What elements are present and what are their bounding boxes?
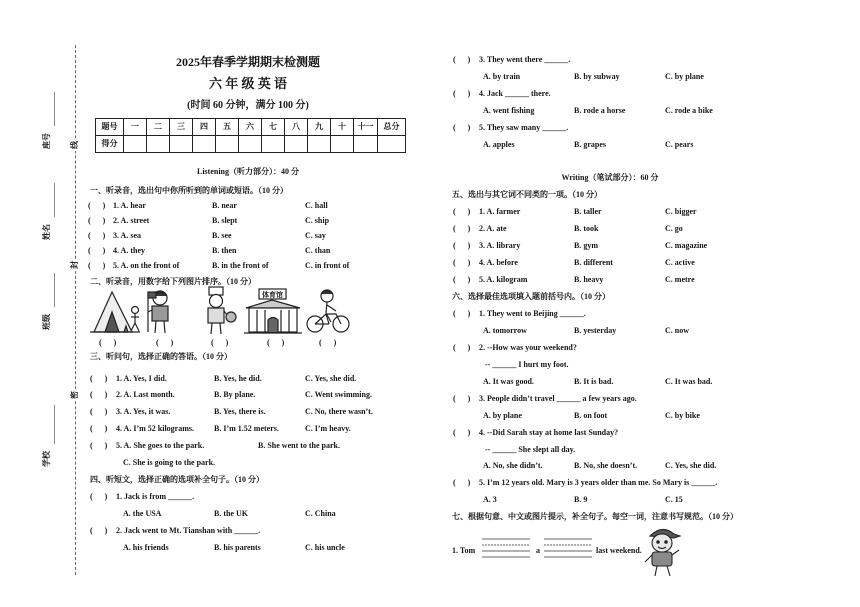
p6-q5-option-c: C. 15 bbox=[665, 495, 683, 504]
picture-answer-bracket: ( ) bbox=[99, 338, 117, 347]
picture-answer-bracket: ( ) bbox=[319, 338, 337, 347]
p6-q5-option-a: A. 3 bbox=[483, 495, 497, 504]
part2-pictures bbox=[88, 286, 356, 338]
p7-q1-start: 1. Tom bbox=[452, 546, 476, 555]
exam-subject: 六 年 级 英 语 bbox=[208, 76, 287, 91]
answer-bracket: ( ) bbox=[88, 261, 106, 270]
listening-heading: Listening（听力部分）：40 分 bbox=[196, 167, 299, 176]
name-label: 姓名 bbox=[42, 224, 51, 240]
gym-sign-text: 体育馆 bbox=[262, 291, 283, 299]
p5-q5-option-a: 5. A. kilogram bbox=[479, 275, 528, 284]
p7-q1-end: last weekend. bbox=[596, 546, 642, 555]
p4-q4-question: 4. Jack ______ there. bbox=[479, 89, 551, 98]
p6-q1-option-a: A. tomorrow bbox=[483, 326, 527, 335]
p3-q2-option-a: 2. A. Last month. bbox=[116, 390, 175, 399]
p5-q3-option-a: 3. A. library bbox=[479, 241, 521, 250]
p3-q1-option-a: 1. A. Yes, I did. bbox=[116, 374, 167, 383]
p6-q1-option-c: C. now bbox=[665, 326, 690, 335]
picture-answer-bracket: ( ) bbox=[211, 338, 229, 347]
p4-q5-option-b: B. grapes bbox=[574, 140, 606, 149]
p5-q4-option-b: B. different bbox=[574, 258, 613, 267]
answer-bracket: ( ) bbox=[453, 224, 471, 233]
score-cell bbox=[170, 136, 193, 153]
p3-q3-option-c: C. No, there wasn’t. bbox=[305, 407, 373, 416]
answer-bracket: ( ) bbox=[88, 246, 106, 255]
p4-q4-option-b: B. rode a horse bbox=[574, 106, 626, 115]
score-header-cell: 四 bbox=[193, 119, 216, 136]
answer-bracket: ( ) bbox=[90, 374, 108, 383]
p5-q2-option-b: B. took bbox=[574, 224, 599, 233]
p4-q4-option-c: C. rode a bike bbox=[665, 106, 713, 115]
score-row-label: 得分 bbox=[96, 136, 124, 153]
score-cell bbox=[239, 136, 262, 153]
p4-q5-question: 5. They saw many ______. bbox=[479, 123, 569, 132]
boy-riding-bike-picture bbox=[307, 290, 349, 332]
p1-q5-option-b: B. in the front of bbox=[212, 261, 269, 270]
p1-q1-option-a: 1. A. hear bbox=[113, 201, 146, 210]
answer-bracket: ( ) bbox=[90, 492, 108, 501]
score-header-cell: 题号 bbox=[96, 119, 124, 136]
p5-q3-option-c: C. magazine bbox=[665, 241, 708, 250]
p1-q4-option-a: 4. A. they bbox=[113, 246, 145, 255]
answer-bracket: ( ) bbox=[453, 275, 471, 284]
p6-q3-option-b: B. on foot bbox=[574, 411, 608, 420]
answer-bracket: ( ) bbox=[90, 424, 108, 433]
score-cell bbox=[193, 136, 216, 153]
score-table-score-row bbox=[96, 136, 406, 153]
part2-instruction: 二、听录音，用数字给下列图片排序。（10 分） bbox=[90, 277, 256, 286]
p1-q5-option-a: 5. A. on the front of bbox=[113, 261, 180, 270]
answer-bracket: ( ) bbox=[90, 390, 108, 399]
part7-instruction: 七、根据句意、中文或图片提示，补全句子。每空一词，注意书写规范。（10 分） bbox=[452, 512, 738, 521]
answer-bracket: ( ) bbox=[453, 309, 471, 318]
score-header-cell: 总分 bbox=[378, 119, 406, 136]
gym-building-picture bbox=[244, 289, 302, 333]
p5-q5-option-b: B. heavy bbox=[574, 275, 604, 284]
writing-heading: Writing（笔试部分）：60 分 bbox=[561, 173, 659, 182]
p4-q3-question: 3. They went there ______. bbox=[479, 55, 571, 64]
p6-q2-option-a: A. It was good. bbox=[483, 377, 534, 386]
p6-q2-option-c: C. It was bad. bbox=[665, 377, 713, 386]
score-cell bbox=[216, 136, 239, 153]
score-cell bbox=[285, 136, 308, 153]
p1-q4-option-c: C. than bbox=[305, 246, 331, 255]
p4-q5-option-c: C. pears bbox=[665, 140, 694, 149]
p4-q2-question: 2. Jack went to Mt. Tianshan with ______. bbox=[116, 526, 261, 535]
p1-q4-option-b: B. then bbox=[212, 246, 237, 255]
seal-char-seal: 封 bbox=[70, 261, 79, 269]
score-table-header-row bbox=[96, 119, 406, 136]
p3-q4-option-c: C. I’m heavy. bbox=[305, 424, 351, 433]
score-header-cell: 七 bbox=[262, 119, 285, 136]
part6-instruction: 六、选择最佳选项填入题前括号内。（10 分） bbox=[452, 292, 610, 301]
p5-q1-option-c: C. bigger bbox=[665, 207, 697, 216]
answer-bracket: ( ) bbox=[453, 123, 471, 132]
score-header-cell: 五 bbox=[216, 119, 239, 136]
boy-picture bbox=[640, 524, 686, 578]
answer-bracket: ( ) bbox=[90, 441, 108, 450]
answer-bracket: ( ) bbox=[453, 478, 471, 487]
answer-bracket: ( ) bbox=[453, 207, 471, 216]
p5-q2-option-c: C. go bbox=[665, 224, 683, 233]
score-cell bbox=[308, 136, 331, 153]
score-header-cell: 六 bbox=[239, 119, 262, 136]
p3-q5-option-a: 5. A. She goes to the park. bbox=[116, 441, 205, 450]
picture-answer-bracket: ( ) bbox=[267, 338, 285, 347]
class-write-line bbox=[54, 273, 55, 307]
boy-standing-picture bbox=[148, 291, 168, 333]
answer-bracket: ( ) bbox=[90, 407, 108, 416]
p4-q1-question: 1. Jack is from ______. bbox=[116, 492, 195, 501]
seal-char-line: 线 bbox=[70, 141, 79, 149]
score-header-cell: 一 bbox=[124, 119, 147, 136]
part3-instruction: 三、听问句，选择正确的答语。（10 分） bbox=[90, 352, 232, 361]
school-label: 学校 bbox=[42, 451, 51, 467]
score-header-cell: 十 bbox=[331, 119, 354, 136]
p7-writing-lines-1 bbox=[482, 537, 532, 561]
p1-q1-option-b: B. near bbox=[212, 201, 237, 210]
p7-writing-lines-2 bbox=[544, 537, 594, 561]
answer-bracket: ( ) bbox=[88, 201, 106, 210]
p6-q3-question: 3. People didn’t travel ______ a few years ago. bbox=[479, 394, 637, 403]
p6-q2-option-b: B. It is bad. bbox=[574, 377, 614, 386]
p6-q4-option-a: A. No, she didn’t. bbox=[483, 461, 543, 470]
p1-q5-option-c: C. in front of bbox=[305, 261, 350, 270]
p1-q2-option-b: B. slept bbox=[212, 216, 238, 225]
p5-q1-option-b: B. taller bbox=[574, 207, 602, 216]
score-cell bbox=[354, 136, 378, 153]
seat-number-label: 座号 bbox=[42, 133, 51, 149]
score-header-cell: 八 bbox=[285, 119, 308, 136]
p3-q2-option-b: B. By plane. bbox=[214, 390, 256, 399]
p1-q2-option-a: 2. A. street bbox=[113, 216, 150, 225]
p6-q4-option-c: C. Yes, she did. bbox=[665, 461, 717, 470]
score-header-cell: 三 bbox=[170, 119, 193, 136]
p6-q3-option-c: C. by bike bbox=[665, 411, 700, 420]
p3-q1-option-b: B. Yes, he did. bbox=[214, 374, 262, 383]
score-table bbox=[95, 118, 406, 153]
p4-q1-option-c: C. China bbox=[305, 509, 336, 518]
p5-q4-option-c: C. active bbox=[665, 258, 695, 267]
p1-q2-option-c: C. ship bbox=[305, 216, 330, 225]
school-write-line bbox=[54, 405, 55, 444]
score-cell bbox=[378, 136, 406, 153]
part1-instruction: 一、听录音，选出句中你所听到的单词或短语。（10 分） bbox=[90, 186, 288, 195]
p5-q4-option-a: 4. A. before bbox=[479, 258, 518, 267]
p4-q1-option-a: A. the USA bbox=[123, 509, 162, 518]
part5-instruction: 五、选出与其它词不同类的一项。（10 分） bbox=[452, 190, 602, 199]
p3-q3-option-a: 3. A. Yes, it was. bbox=[116, 407, 171, 416]
part4-instruction: 四、听短文，选择正确的选项补全句子。（10 分） bbox=[90, 475, 264, 484]
p4-q3-option-b: B. by subway bbox=[574, 72, 620, 81]
p6-q1-question: 1. They went to Beijing ______. bbox=[479, 309, 586, 318]
p6-q1-option-b: B. yesterday bbox=[574, 326, 617, 335]
score-header-cell: 二 bbox=[147, 119, 170, 136]
p6-q4-question: 4. --Did Sarah stay at home last Sunday? bbox=[479, 428, 619, 437]
score-cell bbox=[124, 136, 147, 153]
answer-bracket: ( ) bbox=[453, 428, 471, 437]
p1-q3-option-c: C. say bbox=[305, 231, 326, 240]
p3-q2-option-c: C. Went swimming. bbox=[305, 390, 372, 399]
score-cell bbox=[331, 136, 354, 153]
p3-q3-option-b: B. Yes, there is. bbox=[214, 407, 266, 416]
answer-bracket: ( ) bbox=[453, 89, 471, 98]
answer-bracket: ( ) bbox=[90, 526, 108, 535]
p3-q4-option-a: 4. A. I’m 52 kilograms. bbox=[116, 424, 194, 433]
p6-q4-reply: -- ______ She slept all day. bbox=[485, 445, 576, 454]
p6-q4-option-b: B. No, she doesn’t. bbox=[574, 461, 638, 470]
p3-q4-option-b: B. I’m 1.52 meters. bbox=[214, 424, 279, 433]
p5-q2-option-a: 2. A. ate bbox=[479, 224, 507, 233]
score-cell bbox=[262, 136, 285, 153]
answer-bracket: ( ) bbox=[453, 241, 471, 250]
p4-q3-option-c: C. by plane bbox=[665, 72, 704, 81]
p4-q1-option-b: B. the UK bbox=[214, 509, 248, 518]
seal-char-secret: 密 bbox=[70, 391, 79, 399]
camping-tent-picture bbox=[90, 292, 140, 332]
p6-q5-option-b: B. 9 bbox=[574, 495, 588, 504]
score-header-cell: 九 bbox=[308, 119, 331, 136]
p5-q3-option-b: B. gym bbox=[574, 241, 598, 250]
p5-q1-option-a: 1. A. farmer bbox=[479, 207, 521, 216]
p6-q2-question: 2. --How was your weekend? bbox=[479, 343, 577, 352]
p4-q3-option-a: A. by train bbox=[483, 72, 521, 81]
seat-write-line bbox=[54, 92, 55, 126]
answer-bracket: ( ) bbox=[88, 216, 106, 225]
answer-bracket: ( ) bbox=[453, 394, 471, 403]
p1-q3-option-a: 3. A. sea bbox=[113, 231, 141, 240]
picture-answer-bracket: ( ) bbox=[156, 338, 174, 347]
p1-q1-option-c: C. hall bbox=[305, 201, 328, 210]
p3-q5-option-b: B. She went to the park. bbox=[258, 441, 341, 450]
p4-q5-option-a: A. apples bbox=[483, 140, 515, 149]
answer-bracket: ( ) bbox=[453, 343, 471, 352]
class-label: 班级 bbox=[42, 314, 51, 330]
p4-q2-option-b: B. his parents bbox=[214, 543, 261, 552]
binding-dashed-line bbox=[75, 45, 76, 575]
p1-q3-option-b: B. see bbox=[212, 231, 232, 240]
p3-q5-option-c: C. She is going to the park. bbox=[123, 458, 216, 467]
name-write-line bbox=[54, 183, 55, 217]
p4-q2-option-c: C. his uncle bbox=[305, 543, 345, 552]
exam-title: 2025年春季学期期末检测题 bbox=[175, 55, 320, 69]
p5-q5-option-c: C. metre bbox=[665, 275, 695, 284]
boy-with-hat-picture bbox=[208, 287, 236, 334]
score-cell bbox=[147, 136, 170, 153]
p4-q2-option-a: A. his friends bbox=[123, 543, 169, 552]
answer-bracket: ( ) bbox=[453, 258, 471, 267]
score-header-cell: 十一 bbox=[354, 119, 378, 136]
p7-q1-mid: a bbox=[536, 546, 540, 555]
exam-time-note: (时间 60 分钟，满分 100 分) bbox=[187, 100, 309, 111]
answer-bracket: ( ) bbox=[88, 231, 106, 240]
p3-q1-option-c: C. Yes, she did. bbox=[305, 374, 357, 383]
p6-q3-option-a: A. by plane bbox=[483, 411, 522, 420]
p6-q5-question: 5. I’m 12 years old. Mary is 3 years older than me. So Mary is ______. bbox=[479, 478, 718, 487]
answer-bracket: ( ) bbox=[453, 55, 471, 64]
p4-q4-option-a: A. went fishing bbox=[483, 106, 535, 115]
p6-q2-reply: -- ______ I hurt my foot. bbox=[485, 360, 569, 369]
